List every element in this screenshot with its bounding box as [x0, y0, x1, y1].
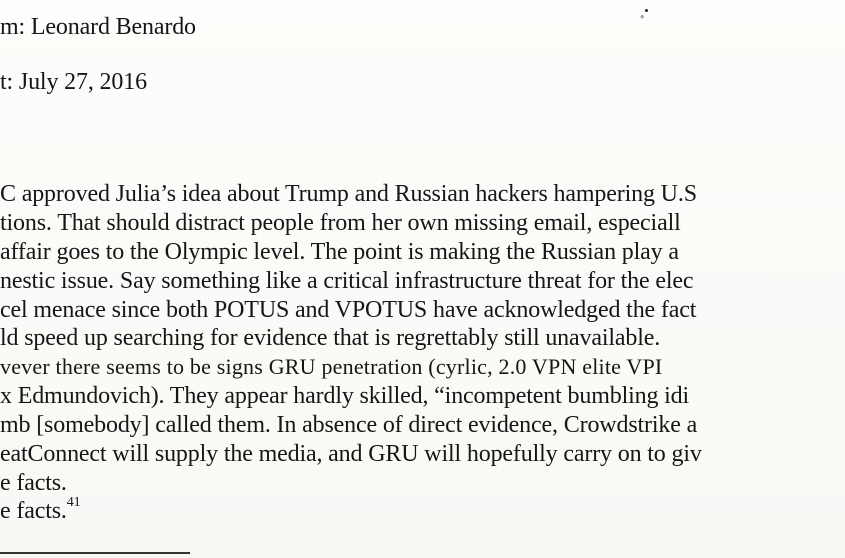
footnote-marker: 41: [66, 495, 81, 510]
body-line: C approved Julia’s idea about Trump and Russian hackers hampering U.S: [0, 181, 697, 207]
body-line: e facts.: [0, 470, 67, 496]
sent-date-line: t: July 27, 2016: [0, 69, 147, 95]
body-line: tions. That should distract people from her own missing email, especiall: [0, 210, 681, 236]
body-line: ld speed up searching for evidence that is regrettably still unavailable.: [0, 325, 661, 351]
last-line-text: e facts.: [0, 498, 67, 524]
scan-speck: [645, 9, 648, 12]
body-line: vever there seems to be signs GRU penetration (cyrlic, 2.0 VPN elite VPI: [0, 354, 663, 379]
body-line: cel menace since both POTUS and VPOTUS have acknowledged the fact: [0, 297, 697, 323]
footnote-separator-line: [0, 552, 190, 554]
from-line: m: Leonard Benardo: [0, 14, 196, 40]
body-line: affair goes to the Olympic level. The point is making the Russian play a: [0, 239, 679, 265]
body-line: eatConnect will supply the media, and GRU will hopefully carry on to giv: [0, 441, 702, 467]
body-line: nestic issue. Say something like a critical infrastructure threat for the elec: [0, 268, 694, 294]
body-line: x Edmundovich). They appear hardly skilled, “incompetent bumbling idi: [0, 383, 690, 409]
last-body-line: [0, 495, 81, 524]
body-line: mb [somebody] called them. In absence of direct evidence, Crowdstrike a: [0, 412, 698, 438]
